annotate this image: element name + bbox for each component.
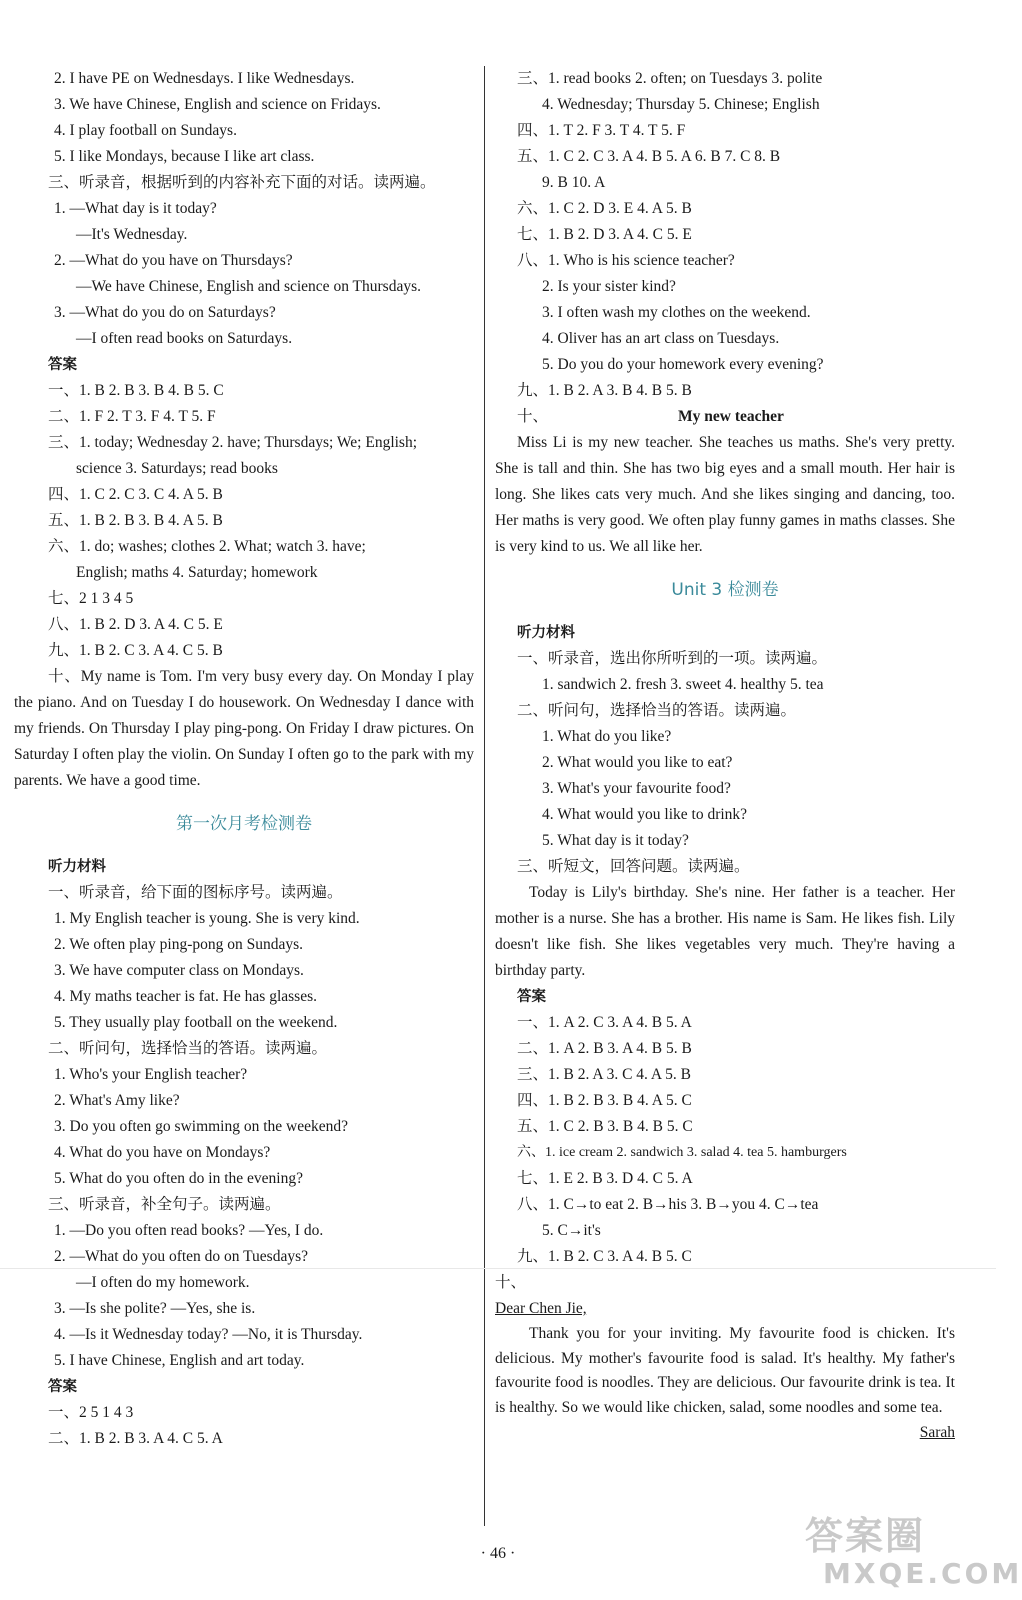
text-line: 4. —Is it Wednesday today? —No, it is Thursday. bbox=[54, 1326, 363, 1343]
watermark-zh: 答案圈 bbox=[805, 1514, 926, 1558]
text-line: 3. —Is she polite? —Yes, she is. bbox=[54, 1300, 256, 1317]
essay-title: My new teacher bbox=[678, 408, 784, 425]
text-line: 3. —What do you do on Saturdays? bbox=[54, 304, 276, 321]
text-line: 3. What's your favourite food? bbox=[542, 780, 731, 797]
text-line: 4. I play football on Sundays. bbox=[54, 122, 237, 139]
answer-line: 三、1. read books 2. often; on Tuesdays 3. polite bbox=[517, 70, 823, 87]
listening-label-text: 听力材料 bbox=[517, 625, 575, 641]
answer-line: 八、1. Who is his science teacher? bbox=[517, 252, 735, 269]
part-heading: 一、听录音，给下面的图标序号。读两遍。 bbox=[48, 884, 343, 901]
text-line: —I often read books on Saturdays. bbox=[76, 330, 293, 347]
text-line: 4. What do you have on Mondays? bbox=[54, 1144, 271, 1161]
section-title: Unit 3 检测卷 bbox=[671, 580, 779, 600]
answer-line: 四、1. C 2. C 3. C 4. A 5. B bbox=[48, 486, 223, 503]
answer-line: 五、1. B 2. B 3. B 4. A 5. B bbox=[48, 512, 223, 529]
answer-label: 答案 bbox=[517, 989, 546, 1005]
passage-paragraph: Today is Lily's birthday. She's nine. Her father is a teacher. Her mother is a nurse. She has a brother. His name is Sam. He likes fish. Lily doesn't like fish. She likes vegetables very much. They're having a birthday party. bbox=[495, 884, 955, 979]
answer-line: 六、1. do; washes; clothes 2. What; watch 3. have; bbox=[48, 538, 366, 555]
listening-label: 听力材料 bbox=[48, 859, 106, 875]
text-line: 2. I have PE on Wednesdays. I like Wednesdays. bbox=[54, 70, 355, 87]
text-line: —We have Chinese, English and science on Thursdays. bbox=[76, 278, 421, 295]
answer-line: 九、1. B 2. C 3. A 4. C 5. B bbox=[48, 642, 223, 659]
text-line: 5. What do you often do in the evening? bbox=[54, 1170, 303, 1187]
answer-line: 九、1. B 2. C 3. A 4. B 5. C bbox=[517, 1248, 692, 1265]
part-heading: 二、听问句，选择恰当的答语。读两遍。 bbox=[517, 702, 797, 719]
answer-line: 9. B 10. A bbox=[542, 174, 606, 191]
essay-prefix: 十、 bbox=[495, 1274, 527, 1291]
text-line: 4. My maths teacher is fat. He has glasses. bbox=[54, 988, 318, 1005]
answer-line: 一、1. B 2. B 3. B 4. B 5. C bbox=[48, 382, 224, 399]
answer-line: 八、1. B 2. D 3. A 4. C 5. E bbox=[48, 616, 223, 633]
watermark-logo bbox=[805, 1505, 1022, 1595]
answer-line: 2. Is your sister kind? bbox=[542, 278, 676, 295]
text-line: 3. We have computer class on Mondays. bbox=[54, 962, 304, 979]
answer-line: 5. C→it's bbox=[542, 1222, 601, 1239]
watermark-en: MXQE.COM bbox=[823, 1557, 1022, 1590]
letter-body: Thank you for your inviting. My favourite food is chicken. It's delicious. My mother's favourite food is salad. It's healthy. My father's favourite food is noodles. They are delicious. Our favourite drink is tea. It is healthy. So we would like chicken, salad, some noodles and some tea. bbox=[495, 1325, 955, 1416]
answer-label: 答案 bbox=[48, 1379, 77, 1395]
text-line: 1. Who's your English teacher? bbox=[54, 1066, 248, 1083]
answer-line: 四、1. B 2. B 3. B 4. A 5. C bbox=[517, 1092, 692, 1109]
essay-prefix: 十、 bbox=[517, 408, 549, 425]
part-heading: 一、听录音，选出你所听到的一项。读两遍。 bbox=[517, 650, 828, 667]
answer-label-row bbox=[495, 984, 955, 1010]
answer-label: 答案 bbox=[48, 357, 77, 373]
answer-line: 五、1. C 2. C 3. A 4. B 5. A 6. B 7. C 8. B bbox=[517, 148, 781, 165]
text-line: 1. What do you like? bbox=[542, 728, 672, 745]
answer-line: 4. Wednesday; Thursday 5. Chinese; English bbox=[542, 96, 820, 113]
answer-line: 3. I often wash my clothes on the weekend. bbox=[542, 304, 811, 321]
answer-line: 七、1. E 2. B 3. D 4. C 5. A bbox=[517, 1170, 693, 1187]
text-line: 4. What would you like to drink? bbox=[542, 806, 748, 823]
part-heading: 三、听短文，回答问题。读两遍。 bbox=[517, 858, 750, 875]
section-title: 第一次月考检测卷 bbox=[176, 814, 312, 834]
right-column bbox=[495, 66, 955, 1446]
page-number: · 46 · bbox=[480, 1545, 516, 1562]
text-line: 1. My English teacher is young. She is very kind. bbox=[54, 910, 360, 927]
text-line: 2. What would you like to eat? bbox=[542, 754, 733, 771]
answer-line: 四、1. T 2. F 3. T 4. T 5. F bbox=[517, 122, 686, 139]
text-line: 5. They usually play football on the weekend. bbox=[54, 1014, 338, 1031]
essay-paragraph: 十、My name is Tom. I'm very busy every day. On Monday I play the piano. And on Tuesday I do housework. On Wednesday I dance with my friends. On Thursday I play ping-pong. On Friday I draw pictures. On Saturday I often play the violin. On Sunday I often go to the park with my parents. We have a good time. bbox=[14, 668, 474, 789]
answer-line: 二、1. F 2. T 3. F 4. T 5. F bbox=[48, 408, 216, 425]
left-column bbox=[14, 66, 474, 1452]
answer-line: 一、1. A 2. C 3. A 4. B 5. A bbox=[517, 1014, 692, 1031]
text-line: 2. —What do you often do on Tuesdays? bbox=[54, 1248, 309, 1265]
answer-line: 五、1. C 2. B 3. B 4. B 5. C bbox=[517, 1118, 693, 1135]
answer-line: 六、1. ice cream 2. sandwich 3. salad 4. tea 5. hamburgers bbox=[517, 1145, 847, 1160]
text-line: —I often do my homework. bbox=[76, 1274, 250, 1291]
text-line: 1. —Do you often read books? —Yes, I do. bbox=[54, 1222, 324, 1239]
text-line: 2. —What do you have on Thursdays? bbox=[54, 252, 293, 269]
text-line: 3. Do you often go swimming on the weekend? bbox=[54, 1118, 349, 1135]
listening-label bbox=[495, 620, 955, 646]
essay-heading bbox=[495, 404, 955, 430]
answer-line: 三、1. B 2. A 3. C 4. A 5. B bbox=[517, 1066, 691, 1083]
answer-line: 二、1. B 2. B 3. A 4. C 5. A bbox=[48, 1430, 223, 1447]
answer-line: 5. Do you do your homework every evening? bbox=[542, 356, 824, 373]
text-line: 2. We often play ping-pong on Sundays. bbox=[54, 936, 304, 953]
text-line: 1. sandwich 2. fresh 3. sweet 4. healthy 5. tea bbox=[542, 676, 824, 693]
text-line: 5. I have Chinese, English and art today. bbox=[54, 1352, 305, 1369]
answer-line: 三、1. today; Wednesday 2. have; Thursdays; We; English; bbox=[48, 434, 418, 451]
part-heading: 三、听录音，根据听到的内容补充下面的对话。读两遍。 bbox=[48, 174, 436, 191]
answer-line: 六、1. C 2. D 3. E 4. A 5. B bbox=[517, 200, 692, 217]
part-heading: 三、听录音，补全句子。读两遍。 bbox=[48, 1196, 281, 1213]
text-line: 5. I like Mondays, because I like art class. bbox=[54, 148, 315, 165]
answer-line: 七、2 1 3 4 5 bbox=[48, 590, 134, 607]
essay-paragraph: Miss Li is my new teacher. She teaches us maths. She's very pretty. She is tall and thin. She has two big eyes and a small mouth. Her hair is long. She likes cats very much. And she likes singing and dancing, too. Her maths is very good. We often play funny games in maths classes. She is very kind to us. We all like her. bbox=[495, 434, 955, 555]
answer-line: 一、2 5 1 4 3 bbox=[48, 1404, 134, 1421]
answer-line: science 3. Saturdays; read books bbox=[76, 460, 278, 477]
answer-line: 九、1. B 2. A 3. B 4. B 5. B bbox=[517, 382, 692, 399]
answer-line: 七、1. B 2. D 3. A 4. C 5. E bbox=[517, 226, 692, 243]
text-line: 1. —What day is it today? bbox=[54, 200, 217, 217]
letter-greeting: Dear Chen Jie, bbox=[495, 1300, 587, 1317]
answer-line: 二、1. A 2. B 3. A 4. B 5. B bbox=[517, 1040, 692, 1057]
text-line: 5. What day is it today? bbox=[542, 832, 689, 849]
text-line: 3. We have Chinese, English and science on Fridays. bbox=[54, 96, 381, 113]
part-heading: 二、听问句，选择恰当的答语。读两遍。 bbox=[48, 1040, 328, 1057]
text-line: —It's Wednesday. bbox=[76, 226, 188, 243]
text-line: 2. What's Amy like? bbox=[54, 1092, 180, 1109]
letter-signature: Sarah bbox=[919, 1424, 955, 1441]
answer-line: 4. Oliver has an art class on Tuesdays. bbox=[542, 330, 780, 347]
column-divider bbox=[484, 66, 485, 1526]
answer-line: 八、1. C→to eat 2. B→his 3. B→you 4. C→tea bbox=[517, 1196, 819, 1213]
answer-line: English; maths 4. Saturday; homework bbox=[76, 564, 318, 581]
